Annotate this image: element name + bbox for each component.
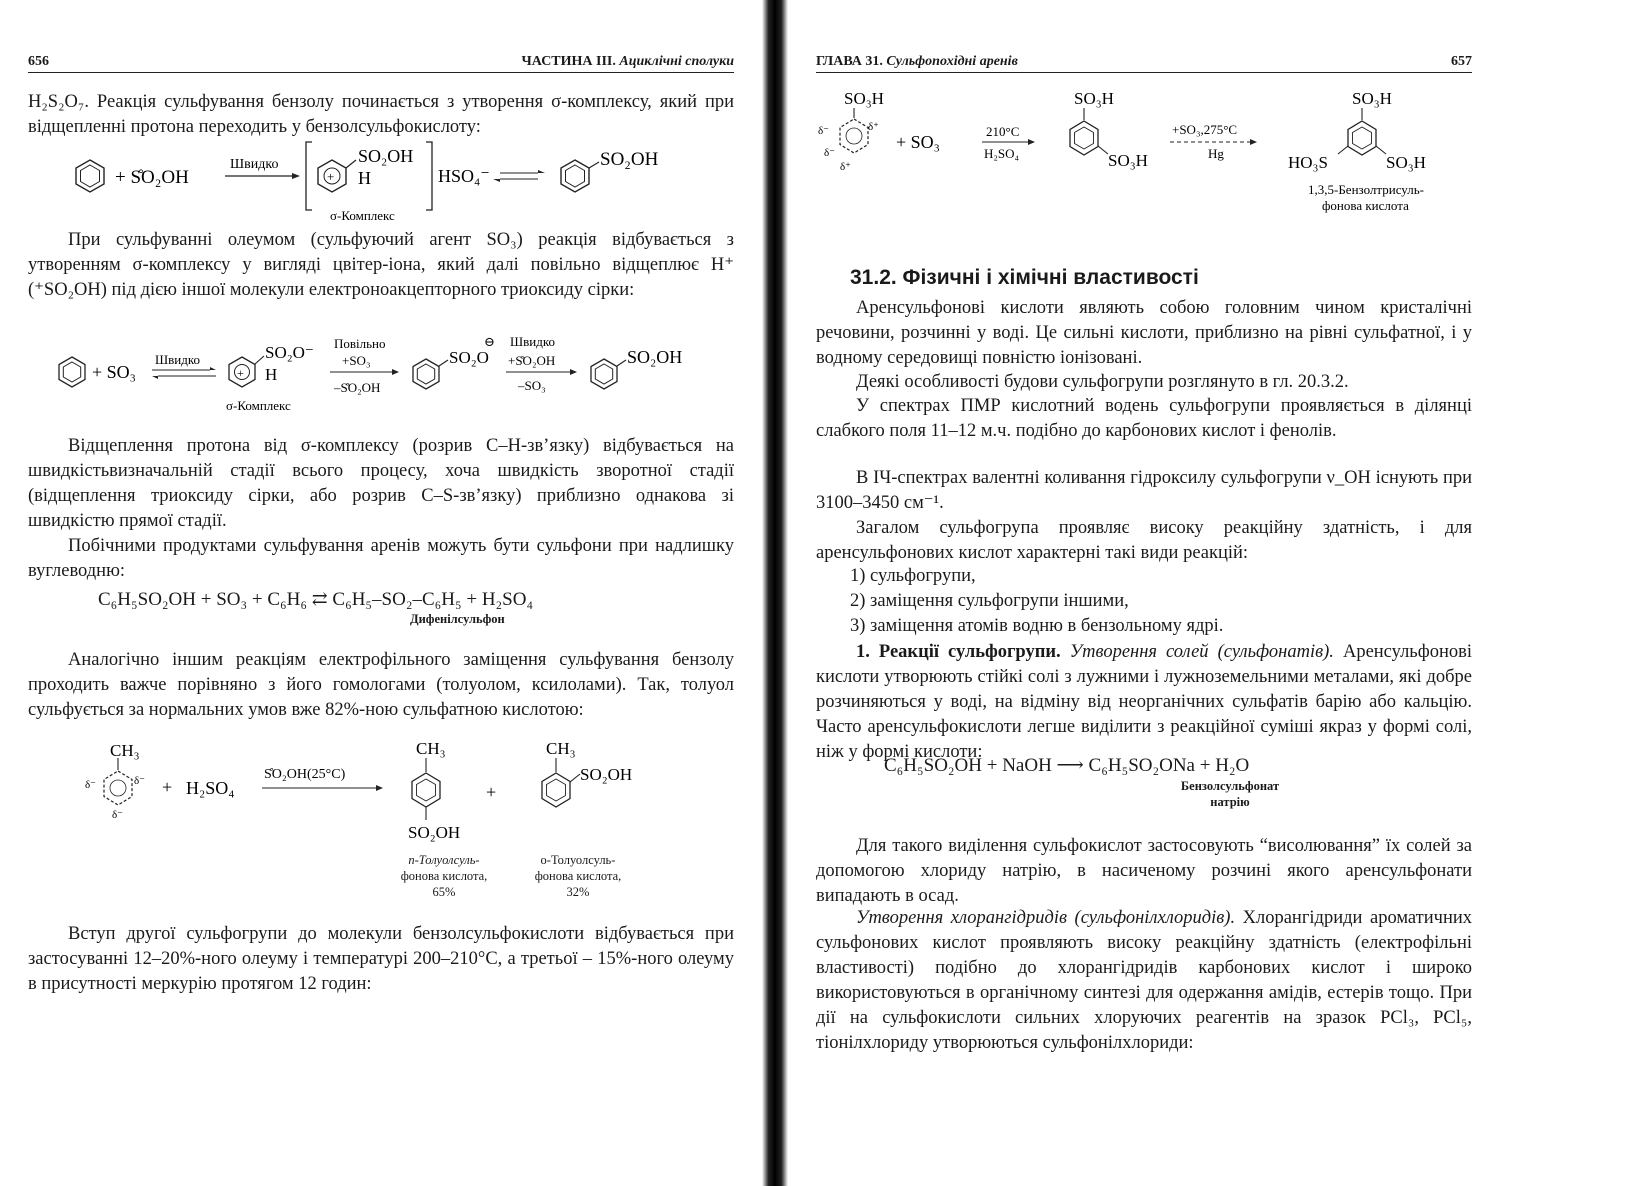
- right-page: [790, 0, 1626, 1186]
- page-number: 657: [1451, 54, 1472, 69]
- reaction-type-list: [850, 564, 1223, 639]
- plus-sign: +: [486, 782, 497, 802]
- ortho-product-ring: [542, 773, 570, 807]
- sulfone-caption: Дифенілсульфон: [410, 612, 505, 626]
- paragraph: Побічними продуктами сульфування аренів можуть бути сульфони при надлишку вуглеводню:: [28, 536, 734, 581]
- reagent-label: + SO₃: [92, 362, 136, 382]
- ortho-product-caption: о-Толуолсуль- фонова кислота, 32%: [534, 853, 622, 899]
- complex-caption: σ-Комплекс: [226, 398, 291, 413]
- arrow-label: Швидко: [230, 157, 279, 172]
- left-page: [0, 0, 760, 1186]
- paragraph: Аренсульфонові кислоти являють собою головним чином кристалічні речовини, розчинні у воді. Це сильні кислоти, приблизно на рівні сульфатної, і у водному середовищі повністю іонізовані.: [816, 298, 1472, 368]
- paragraph: Вступ другої сульфогрупи до молекули бензолсульфокислоти відбувається при застосуванні 12–20%-ного олеуму і температурі 200–210°С, а третьої – 15%-ного олеуму в присутності меркурію протягом 12 годин:: [28, 924, 734, 994]
- page-number: 656: [28, 54, 49, 69]
- para-substituent-label: SO₂OH: [408, 823, 461, 842]
- list-item: 1) сульфогрупи,: [850, 566, 976, 586]
- reagent-label: + SO₃: [896, 132, 940, 152]
- arrow-label: S̊O₂OH(25°C): [264, 767, 346, 782]
- reaction-scheme-trisulfonation: [810, 82, 1470, 222]
- list-item: 3) заміщення атомів водню в бензольному ядрі.: [850, 616, 1224, 636]
- start-substituent: SO₃H: [844, 89, 884, 108]
- arrow-label-bottom: –SO₃: [518, 378, 546, 393]
- arrow-label-top: Повільно: [334, 336, 386, 351]
- svg-text:+: +: [327, 169, 335, 184]
- anion-label: HSO₄⁻: [438, 166, 490, 186]
- section-heading: 31.2. Фізичні і хімічні властивості: [850, 266, 1199, 289]
- paragraph: У спектрах ПМР кислотний водень сульфогрупи проявляється в ділянці слабкого поля 11–12 м.ч. подібно до карбонових кислот і фенолів.: [816, 396, 1472, 441]
- reaction-scheme-sigma-complex: [60, 138, 750, 224]
- arrow-label-bottom: –S̊O₂OH: [334, 380, 381, 395]
- product-substituent-left: HO₃S: [1288, 153, 1328, 172]
- mid-substituent-top: SO₃H: [1074, 89, 1114, 108]
- complex-substituent: SO₂O⁻: [265, 343, 314, 362]
- list-item: 2) заміщення сульфогрупи іншими,: [850, 591, 1129, 611]
- complex-hydrogen: H: [358, 168, 371, 188]
- running-title: ГЛАВА 31. Сульфопохідні аренів: [816, 54, 1018, 69]
- paragraph: При сульфуванні олеумом (сульфуючий агент SO₃) реакція відбувається з утворенням σ-комплексу у вигляді цвітер-іона, який далі повільно відщеплює H⁺ (⁺SO₂OH) під дією іншої молекули електроноакцепторного триоксиду сірки:: [28, 230, 734, 300]
- negative-charge: ⊖: [484, 334, 495, 349]
- sulfone-equation: C₆H₅SO₂OH + SO₃ + C₆H₆ ⇄ C₆H₅–SO₂–C₆H₅ + H₂SO₄: [98, 589, 534, 610]
- mid-substituent-meta: SO₃H: [1108, 151, 1148, 170]
- delta-label: δ⁻: [824, 147, 835, 159]
- product-label: SO₂OH: [627, 347, 683, 367]
- reagent-label: H₂SO₄: [186, 778, 235, 798]
- methyl-label: CH₃: [110, 741, 140, 760]
- delta-label: δ⁻: [85, 779, 96, 791]
- sigma-complex-ring: [318, 160, 346, 192]
- toluene-ring: [104, 771, 132, 805]
- arrow-label-top: 210°C: [986, 124, 1020, 139]
- benzenesulfonic-acid-ring: [591, 359, 617, 389]
- paragraph: Утворення хлорангідридів (сульфонілхлоридів). Хлорангідриди ароматичних сульфонових кислот проявляють високу реакційну здатність (електрофільні властивості) подібно до хлорангідридів карбонових кислот і широко використовуються в органічному синтезі для одержання амідів, естерів тощо. При дії на сульфокислоти сильних хлоруючих реагентів на зразок PCl₃, PCl₅, тіонілхлориду утворюються сульфонілхлориди:: [816, 908, 1472, 1053]
- complex-substituent: SO₂OH: [358, 146, 414, 166]
- intermediate-label: SO₂O: [449, 348, 489, 367]
- benzenesulfonic-acid-ring: [561, 160, 589, 192]
- sigma-complex-ring: [229, 357, 255, 387]
- arrow-label-bottom: Hg: [1208, 146, 1224, 161]
- delta-label: δ⁺: [868, 121, 879, 133]
- benzene-ring: [59, 357, 85, 387]
- paragraph: Аналогічно іншим реакціям електрофільного заміщення сульфування бензолу проходить важче порівняно з його гомологами (толуолом, ксилолами). Так, толуол сульфується за нормальних умов вже 82%-ною сульфатною кислотою:: [28, 650, 734, 720]
- arrow-label-top: Швидко: [510, 334, 555, 349]
- paragraph: H₂S₂O₇. Реакція сульфування бензолу починається з утворення σ-комплексу, який при відщепленні протона переходить у бензолсульфокислоту:: [28, 92, 734, 137]
- plus-sign: +: [162, 777, 173, 797]
- para-product-ring: [412, 773, 440, 807]
- benzene-ring: [76, 160, 104, 192]
- left-running-header: [28, 52, 734, 73]
- product-caption: фонова кислота: [1322, 198, 1409, 213]
- complex-caption: σ-Комплекс: [330, 208, 395, 223]
- right-running-header: [816, 52, 1472, 73]
- paragraph: Для такого виділення сульфокислот застосовують “висолювання” їх солей за допомогою хлориду натрію, в насиченому розчині якого аренсульфонати випадають в осад.: [816, 836, 1472, 906]
- para-methyl-label: CH₃: [416, 739, 446, 758]
- paragraph: 1. Реакції сульфогрупи. Утворення солей (сульфонатів). Аренсульфонові кислоти утворюють стійкі солі з лужними і лужноземельними металами, які добре розчиняються у воді, на відміну від неорганічних сульфатів барію або кальцію. Часто аренсульфокислоти легше виділити з реакційної суміші якраз у формі солі, ніж у формі кислоти:: [816, 642, 1473, 762]
- arrow-label: Швидко: [155, 352, 200, 367]
- paragraph: Загалом сульфогрупа проявляє високу реакційну здатність, і для аренсульфонових кислот характерні такі види реакцій:: [816, 518, 1472, 563]
- delta-label: δ⁻: [134, 775, 145, 787]
- product-label: SO₂OH: [600, 149, 659, 170]
- sulfonate-ring: [413, 359, 439, 389]
- arrow-label-middle: +S̊O₂OH: [508, 353, 556, 368]
- salt-caption: Бензолсульфонат натрію: [1180, 779, 1280, 809]
- arrow-label-bottom: H₂SO₄: [984, 146, 1020, 161]
- complex-hydrogen: H: [265, 365, 278, 384]
- delta-label: δ⁺: [840, 161, 851, 173]
- product-substituent-right: SO₃H: [1386, 153, 1426, 172]
- arrow-label-top: +SO₃,275°C: [1172, 122, 1238, 137]
- svg-text:+: +: [237, 366, 244, 380]
- product-ring: [1348, 121, 1376, 155]
- ortho-substituent-label: SO₂OH: [580, 765, 633, 784]
- book-spine: [762, 0, 788, 1186]
- delta-label: δ⁻: [112, 809, 123, 821]
- para-product-caption: п-Толуолсуль- фонова кислота, 65%: [400, 853, 488, 899]
- mid-ring: [1070, 121, 1098, 155]
- paragraph: Відщеплення протона від σ-комплексу (розрив C–H-зв’язку) відбувається на швидкістьвизначальній стадії всього процесу, хоча швидкість зворотної стадії (відщеплення триоксиду сірки, або розрив C–S-зв’язку) приблизно однакова зі швидкістю прямої стадії.: [28, 436, 734, 531]
- delta-label: δ⁻: [818, 125, 829, 137]
- ortho-methyl-label: CH₃: [546, 739, 576, 758]
- paragraph: Деякі особливості будови сульфогрупи розглянуто в гл. 20.3.2.: [856, 372, 1349, 392]
- product-substituent-top: SO₃H: [1352, 89, 1392, 108]
- reaction-scheme-oleum: [50, 330, 750, 420]
- start-ring: [840, 119, 868, 153]
- reaction-scheme-toluene: [80, 738, 680, 850]
- salt-equation: C₆H₅SO₂OH + NaOH ⟶ C₆H₅SO₂ONa + H₂O: [884, 755, 1250, 776]
- paragraph: В ІЧ-спектрах валентні коливання гідроксилу сульфогрупи ν_OH існують при 3100–3450 см⁻¹.: [816, 468, 1472, 513]
- product-caption: 1,3,5-Бензолтрисуль-: [1308, 182, 1424, 197]
- reagent-label: + S̊O₂OH: [115, 167, 189, 188]
- arrow-label-middle: +SO₃: [342, 353, 371, 368]
- running-title: ЧАСТИНА III. Ациклічні сполуки: [521, 54, 734, 69]
